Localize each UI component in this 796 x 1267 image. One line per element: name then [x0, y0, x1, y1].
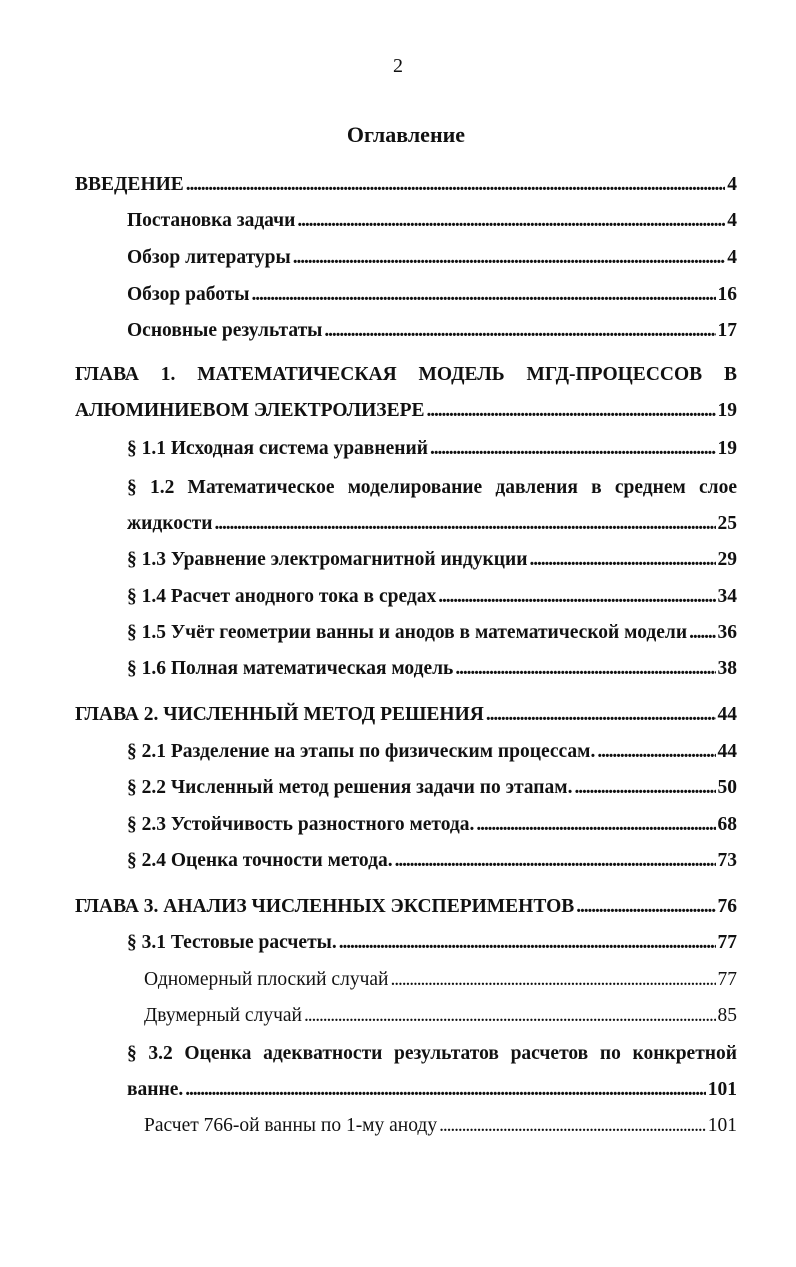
leader-dots	[427, 400, 716, 422]
toc-entry-text: Одномерный плоский случай	[144, 969, 389, 990]
leader-dots	[574, 777, 715, 799]
toc-entry	[127, 549, 737, 571]
leader-dots	[576, 896, 715, 918]
toc-entry-page: 38	[717, 658, 737, 679]
toc-entry-text: § 2.1 Разделение на этапы по физическим процессам.	[127, 741, 596, 762]
toc-entry-text: Обзор литературы	[127, 247, 291, 268]
leader-dots	[597, 741, 715, 763]
leader-dots	[304, 1005, 716, 1027]
toc-entry-text: § 1.6 Полная математическая модель	[127, 658, 454, 679]
page-number: 2	[393, 55, 403, 77]
toc-entry-text-line1: ГЛАВА 1. МАТЕМАТИЧЕСКАЯ МОДЕЛЬ МГД-ПРОЦЕССОВ В	[75, 364, 737, 385]
toc-entry	[127, 932, 737, 954]
leader-dots	[214, 513, 715, 535]
toc-entry	[127, 477, 737, 499]
toc-entry	[127, 284, 737, 306]
leader-dots	[486, 704, 716, 726]
toc-entry-page: 4	[727, 210, 737, 231]
toc-entry-page: 73	[717, 850, 737, 871]
toc-entry	[127, 320, 737, 342]
toc-entry-text: § 2.3 Устойчивость разностного метода.	[127, 814, 475, 835]
toc-entry-page: 44	[717, 741, 737, 762]
leader-dots	[689, 622, 715, 644]
toc-entry	[75, 174, 737, 196]
leader-dots	[438, 586, 715, 608]
leader-dots	[439, 1115, 706, 1137]
toc-entry-continuation	[75, 400, 737, 422]
toc-entry-text: § 1.3 Уравнение электромагнитной индукции	[127, 549, 528, 570]
toc-entry-page: 16	[717, 284, 737, 305]
toc-entry-page: 19	[717, 438, 737, 459]
toc-entry	[127, 586, 737, 608]
toc-entry-page: 44	[717, 704, 737, 725]
toc-entry-text-line1: § 1.2 Математическое моделирование давления в среднем слое	[127, 477, 737, 498]
toc-entry-text: Постановка задачи	[127, 210, 296, 231]
toc-entry	[127, 622, 737, 644]
toc-entry-text: ГЛАВА 3. АНАЛИЗ ЧИСЛЕННЫХ ЭКСПЕРИМЕНТОВ	[75, 896, 575, 917]
leader-dots	[430, 438, 716, 460]
toc-entry	[144, 969, 737, 991]
toc-entry-page: 17	[717, 320, 737, 341]
toc-entry-page: 25	[717, 513, 737, 534]
toc-entry	[127, 1043, 737, 1065]
toc-entry-text: Двумерный случай	[144, 1005, 302, 1026]
leader-dots	[339, 932, 716, 954]
leader-dots	[390, 969, 715, 991]
toc-entry-text: ГЛАВА 2. ЧИСЛЕННЫЙ МЕТОД РЕШЕНИЯ	[75, 704, 484, 725]
toc-entry-text: ВВЕДЕНИЕ	[75, 174, 184, 195]
toc-entry-page: 77	[717, 969, 737, 990]
toc-entry	[144, 1115, 737, 1137]
toc-entry	[75, 896, 737, 918]
toc-entry-text: § 2.2 Численный метод решения задачи по этапам.	[127, 777, 573, 798]
toc-entry-continuation	[127, 513, 737, 535]
toc-entry-text: § 1.1 Исходная система уравнений	[127, 438, 428, 459]
toc-entry-text: АЛЮМИНИЕВОМ ЭЛЕКТРОЛИЗЕРЕ	[75, 400, 425, 421]
toc-entry	[127, 658, 737, 680]
toc-entry-text: § 2.4 Оценка точности метода.	[127, 850, 393, 871]
toc-entry-page: 68	[717, 814, 737, 835]
leader-dots	[476, 814, 715, 836]
toc-entry-text: Основные результаты	[127, 320, 323, 341]
toc-entry-page: 85	[717, 1005, 737, 1026]
toc-entry-page: 101	[707, 1115, 737, 1136]
leader-dots	[186, 174, 725, 196]
toc-entry-page: 4	[727, 247, 737, 268]
toc-entry-page: 19	[717, 400, 737, 421]
leader-dots	[297, 210, 725, 232]
toc-entry	[127, 814, 737, 836]
toc-entry-text: Обзор работы	[127, 284, 250, 305]
toc-entry	[127, 210, 737, 232]
toc-entry-page: 77	[717, 932, 737, 953]
toc-entry-text: § 3.1 Тестовые расчеты.	[127, 932, 337, 953]
toc-entry-page: 34	[717, 586, 737, 607]
toc-entry	[127, 777, 737, 799]
leader-dots	[324, 320, 715, 342]
toc-entry-text: § 1.5 Учёт геометрии ванны и анодов в математической модели	[127, 622, 688, 643]
toc-entry-page: 101	[707, 1079, 737, 1100]
leader-dots	[185, 1079, 705, 1101]
toc-entry-page: 4	[727, 174, 737, 195]
toc-entry-page: 36	[717, 622, 737, 643]
toc-entry-page: 50	[717, 777, 737, 798]
toc-entry-page: 76	[717, 896, 737, 917]
toc-entry	[127, 850, 737, 872]
toc-entry	[127, 247, 737, 269]
toc-entry	[127, 741, 737, 763]
leader-dots	[455, 658, 715, 680]
toc-entry-text: ванне.	[127, 1079, 184, 1100]
leader-dots	[293, 247, 725, 269]
toc-entry-continuation	[127, 1079, 737, 1101]
toc-entry-text-line1: § 3.2 Оценка адекватности результатов расчетов по конкретной	[127, 1043, 737, 1064]
toc-entry	[144, 1005, 737, 1027]
leader-dots	[395, 850, 716, 872]
toc-entry	[75, 704, 737, 726]
toc-title: Оглавление	[346, 122, 466, 147]
toc-entry-text: Расчет 766-ой ванны по 1-му аноду	[144, 1115, 438, 1136]
leader-dots	[252, 284, 716, 306]
toc-entry	[127, 438, 737, 460]
toc-entry-page: 29	[717, 549, 737, 570]
leader-dots	[529, 549, 715, 571]
toc-entry-text: жидкости	[127, 513, 213, 534]
toc-entry	[75, 364, 737, 386]
toc-entry-text: § 1.4 Расчет анодного тока в средах	[127, 586, 437, 607]
